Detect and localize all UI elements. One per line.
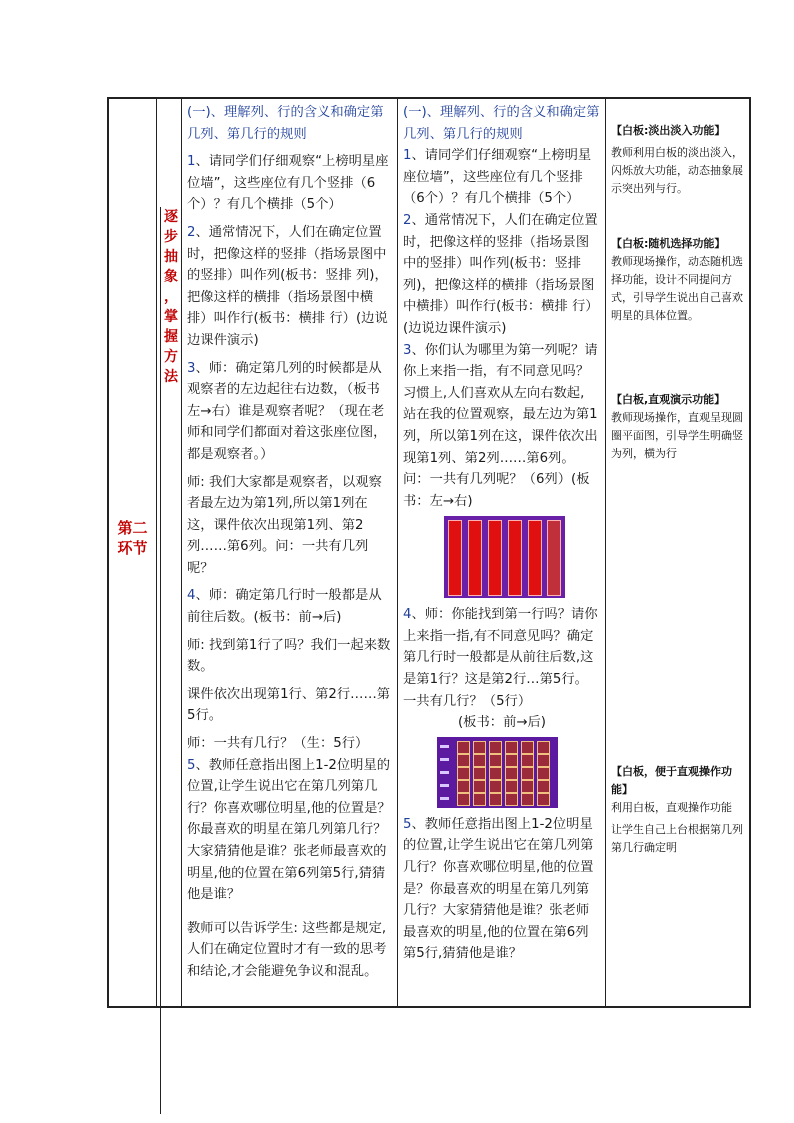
- step-char: 握: [164, 329, 178, 345]
- step-cell: [157, 98, 182, 1007]
- student-activity-cell: [398, 98, 606, 1007]
- seat-photo: [489, 741, 502, 754]
- heading: (一)、理解列、行的含义和确定第几列、第几行的规则: [403, 105, 600, 142]
- paragraph-7: 课件依次出现第1行、第2行……第5行。: [187, 686, 391, 724]
- seat-photo: [505, 754, 518, 767]
- item-text: 、通常情况下，人们在确定位置时，把像这样的竖排（指场景图中的竖排）叫作列(板书：竖排 列)，把像这样的横排（指场景图中横排）叫作行(板书：横排 行）(边说边课件演示): [187, 224, 388, 348]
- column-bar: [508, 520, 522, 596]
- seat-photo: [473, 780, 486, 793]
- columns-illustration: [444, 516, 565, 598]
- seat-photo: [489, 793, 502, 806]
- item-number: 2: [403, 212, 412, 228]
- whiteboard-notes-cell: [606, 98, 751, 1007]
- step-char: 掌: [164, 309, 178, 325]
- paragraph-3: [187, 358, 393, 466]
- column-bar: [448, 520, 462, 596]
- item-text: 、教师任意指出图上1-2位明星的位置,让学生说出它在第几列第几行？你喜欢哪位明星,他的位置是？你最喜欢的明星在第几列第几行？大家猜猜他是谁？张老师最喜欢的明星,他的位置在第6列第5行,猜猜他是谁？: [187, 757, 391, 903]
- paragraph-5: [403, 814, 601, 965]
- seat-photo: [489, 754, 502, 767]
- seat-photo: [521, 741, 534, 754]
- note-body: 教师现场操作，动态随机选择功能，设计不同提问方式，引导学生说出自己喜欢明星的具体位置。: [611, 255, 743, 322]
- seat-grid-illustration: [437, 737, 558, 808]
- teacher-activity-cell: [182, 98, 398, 1007]
- seat-photo: [505, 741, 518, 754]
- item-number: 3: [187, 360, 196, 376]
- section-label-line1: 第二: [117, 518, 148, 537]
- paragraph-9: [187, 755, 393, 906]
- paragraph-5: [187, 585, 393, 628]
- item-text: 、通常情况下，人们在确定位置时，把像这样的竖排（指场景图中的竖排）叫作列(板书：竖排 列)，把像这样的横排（指场景图中横排）叫作行(板书：横排 行）(边说边课件演示): [403, 212, 599, 336]
- step-inner: [160, 207, 181, 1114]
- item-text: 、师：确定第几列的时候都是从观察者的左边起往右边数，（板书 左→右）谁是观察者呢？（现在老师和同学们都面对着这张座位图，都是观察者。）: [187, 360, 387, 462]
- item-text: 、师：确定第几行时一般都是从前往后数。(板书：前→后): [187, 588, 382, 626]
- note-title: 【白板，便于直观操作功能】: [611, 765, 732, 796]
- paragraph-4: 师: 我们大家都是观察者，以观察者最左边为第1列,所以第1列在这，课件依次出现第1列、第2列……第6列。问：一共有几列呢？: [187, 474, 382, 576]
- section-label-line2: 环节: [117, 538, 148, 557]
- seat-photo: [473, 767, 486, 780]
- note-title: 【白板:淡出淡入功能】: [611, 124, 726, 137]
- note-title: 【白板:随机选择功能】: [611, 237, 726, 250]
- item-text: 、你们认为哪里为第一列呢？请你上来指一指，有不同意见吗？习惯上,人们喜欢从左向右数起, 站在我的位置观察，最左边为第1列，所以第1列在这，课件依次出现第1列、第2列……第6列。问：一共有几列呢？（6列）(板书：左→右): [403, 342, 598, 509]
- seat-photo: [457, 780, 470, 793]
- item-text: 、请同学们仔细观察“上榜明星座位墙”，这些座位有几个竖排（6个）？有几个横排（5个）: [187, 154, 389, 213]
- heading: (一)、理解列、行的含义和确定第几列、第几行的规则: [187, 105, 384, 142]
- seat-photo: [473, 793, 486, 806]
- seat-photo: [537, 793, 550, 806]
- paragraph-6: 师: 找到第1行了吗？我们一起来数数。: [187, 637, 391, 675]
- section-label: [109, 518, 156, 558]
- seat-photo: [537, 754, 550, 767]
- paragraph-1: [187, 151, 393, 216]
- item-number: 4: [403, 607, 412, 623]
- item-number: 4: [187, 588, 196, 604]
- item-number: 2: [187, 224, 196, 240]
- paragraph-10: 教师可以告诉学生: 这些都是规定,人们在确定位置时才有一致的思考和结论,才会能避免争议和混乱。: [187, 920, 387, 979]
- item-text: 、教师任意指出图上1-2位明星的位置,让学生说出它在第几列第几行？你喜欢哪位明星,他的位置是？你最喜欢的明星在第几列第几行？大家猜猜他是谁？张老师最喜欢的明星,他的位置在第6列第5行,猜猜他是谁？: [403, 816, 594, 962]
- step-char: 法: [164, 369, 178, 385]
- seat-photo: [489, 767, 502, 780]
- item-number: 5: [403, 816, 412, 832]
- seat-photo: [473, 754, 486, 767]
- paragraph-2: [187, 222, 393, 352]
- seat-photo: [537, 767, 550, 780]
- step-char: ，: [164, 289, 178, 305]
- seat-photo: [457, 741, 470, 754]
- section-cell: [108, 98, 157, 1007]
- paragraph-4: [403, 604, 601, 712]
- seat-photo: [505, 793, 518, 806]
- step-char: 抽: [164, 249, 178, 265]
- column-bar: [547, 520, 561, 596]
- item-number: 3: [403, 342, 412, 358]
- paragraph-1: [403, 145, 601, 210]
- step-char: 步: [164, 229, 178, 245]
- board-note: (板书：前→后): [457, 715, 546, 731]
- row-label: [440, 758, 449, 761]
- step-char: 方: [164, 349, 178, 365]
- item-number: 1: [403, 148, 412, 164]
- row-label: [440, 745, 449, 748]
- item-text: 、请同学们仔细观察“上榜明星座位墙”，这些座位有几个竖排（6个）？有几个横排（5个）: [403, 148, 592, 207]
- lesson-plan-table: [107, 97, 751, 1008]
- seat-photo: [521, 767, 534, 780]
- seat-photo: [521, 793, 534, 806]
- note-title: 【白板,直观演示功能】: [611, 393, 726, 406]
- column-bar: [468, 520, 482, 596]
- row-label: [440, 771, 449, 774]
- item-number: 1: [187, 154, 196, 170]
- seat-photo: [457, 767, 470, 780]
- seat-photo: [537, 780, 550, 793]
- column-bar: [488, 520, 502, 596]
- seat-photo: [505, 767, 518, 780]
- seat-photo: [473, 741, 486, 754]
- lesson-table-page: [107, 97, 743, 1008]
- seat-photo: [537, 741, 550, 754]
- seat-photo: [457, 754, 470, 767]
- note-body: 利用白板，直观操作功能: [611, 801, 732, 814]
- note-body: 教师利用白板的淡出淡入，闪烁放大功能，动态抽象展示突出列与行。: [611, 146, 743, 195]
- seat-photo: [505, 780, 518, 793]
- paragraph-3: [403, 340, 601, 513]
- item-number: 5: [187, 757, 196, 773]
- step-char: 象: [164, 269, 178, 285]
- seat-photo: [457, 793, 470, 806]
- row-label: [440, 784, 449, 787]
- seat-photo: [521, 780, 534, 793]
- row-label: [440, 797, 449, 800]
- note-body: 教师现场操作，直观呈现圆圈平面图，引导学生明确竖 为列，横为行: [611, 411, 743, 460]
- column-bar: [528, 520, 542, 596]
- note-body: 让学生自己上台根据第几列第几行确定明: [611, 823, 743, 854]
- step-char: 逐: [164, 209, 178, 225]
- seat-photo: [521, 754, 534, 767]
- paragraph-2: [403, 210, 601, 340]
- step-label: [164, 207, 178, 387]
- item-text: 、师：你能找到第一行吗？请你上来指一指,有不同意见吗？确定第几行时一般都是从前往后数,这是第1行？这是第2行…第5行。一共有几行？（5行）: [403, 607, 598, 709]
- paragraph-8: 师：一共有几行？（生：5行）: [187, 736, 369, 752]
- seat-photo: [489, 780, 502, 793]
